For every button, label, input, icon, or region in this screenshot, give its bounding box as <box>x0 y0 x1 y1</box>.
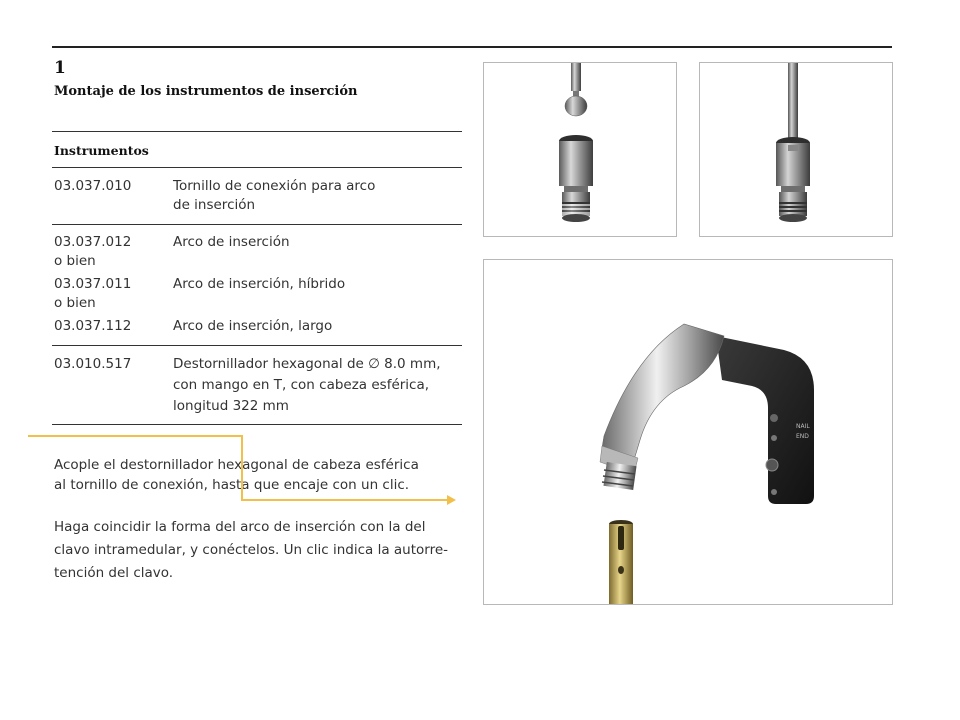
figure-screwdriver-connected <box>699 62 893 237</box>
instrument-code: 03.037.011 <box>54 276 132 292</box>
instruction-text: Haga coincidir la forma del arco de inserción con la del <box>54 519 426 535</box>
instrument-desc: Tornillo de conexión para arco <box>173 178 376 194</box>
instrument-desc: Arco de inserción, híbrido <box>173 276 346 292</box>
instruction-text: al tornillo de conexión, hasta que encaje con un clic. <box>54 477 410 493</box>
screwdriver-connected-illustration <box>700 63 892 236</box>
instrument-code: 03.037.112 <box>54 318 132 334</box>
step-number: 1 <box>54 58 66 78</box>
insertion-handle-illustration <box>484 260 892 604</box>
instrument-alt-label: o bien <box>54 253 96 269</box>
instrument-alt-label: o bien <box>54 295 96 311</box>
figure-screwdriver-separate <box>483 62 677 237</box>
instrument-desc: con mango en T, con cabeza esférica, <box>173 377 430 393</box>
instrument-desc: Arco de inserción, largo <box>173 318 333 334</box>
instruction-text: Acople el destornillador hexagonal de cabeza esférica <box>54 457 419 473</box>
instruction-text: clavo intramedular, y conéctelos. Un clic indica la autorre- <box>54 542 449 558</box>
instrument-desc: Arco de inserción <box>173 234 290 250</box>
handle-engraving: END <box>796 433 809 440</box>
instrument-desc: longitud 322 mm <box>173 398 289 414</box>
instrument-desc: Destornillador hexagonal de ∅ 8.0 mm, <box>173 356 441 372</box>
instrument-code: 03.037.012 <box>54 234 132 250</box>
step-title: Montaje de los instrumentos de inserción <box>54 84 358 99</box>
instruction-text: tención del clavo. <box>54 565 174 581</box>
screwdriver-separate-illustration <box>484 63 676 236</box>
instrument-code: 03.010.517 <box>54 356 132 372</box>
instrument-code: 03.037.010 <box>54 178 132 194</box>
instrument-desc: de inserción <box>173 197 256 213</box>
handle-engraving: NAIL <box>796 423 810 430</box>
figure-insertion-handle <box>483 259 893 605</box>
table-header: Instrumentos <box>54 143 149 158</box>
